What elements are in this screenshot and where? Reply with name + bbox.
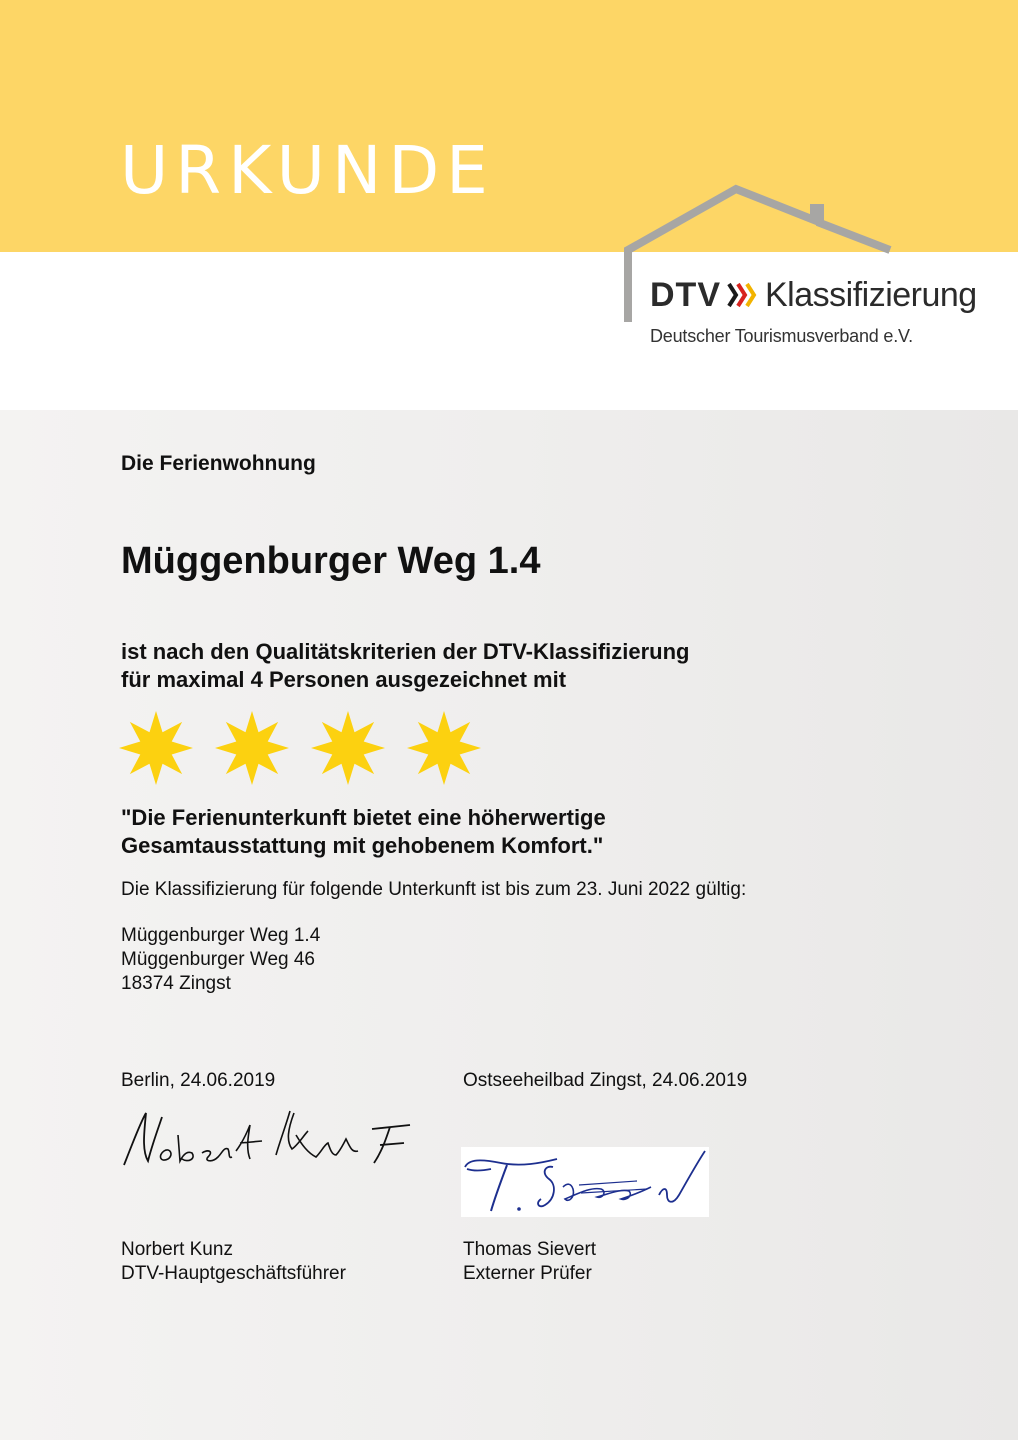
rating-star-icon	[215, 711, 289, 785]
left-signatory-role: DTV-Hauptgeschäftsführer	[121, 1263, 346, 1284]
validity-text: Die Klassifizierung für folgende Unterkunft ist bis zum 23. Juni 2022 gültig:	[121, 879, 747, 900]
rating-star-icon	[311, 711, 385, 785]
signature-thomas-sievert-box	[461, 1147, 709, 1217]
dtv-chevrons-icon	[725, 281, 761, 309]
star-rating	[118, 708, 498, 788]
quote-line-1: "Die Ferienunterkunft bietet eine höherwertige	[121, 805, 606, 830]
rating-star-icon	[407, 711, 481, 785]
dtv-logo	[650, 278, 977, 312]
rating-star-icon	[119, 711, 193, 785]
criteria-line-1: ist nach den Qualitätskriterien der DTV-Klassifizierung	[121, 639, 690, 664]
right-signatory	[463, 1238, 596, 1286]
address-line-2: Müggenburger Weg 46	[121, 949, 315, 970]
address-line-3: 18374 Zingst	[121, 973, 231, 994]
signature-norbert-kunz	[118, 1105, 418, 1175]
right-signatory-name: Thomas Sievert	[463, 1239, 597, 1260]
right-signatory-role: Externer Prüfer	[463, 1263, 592, 1284]
rating-quote	[121, 804, 606, 860]
dtv-logo-product: Klassifizierung	[765, 276, 977, 314]
dtv-logo-brand: DTV	[650, 276, 721, 314]
signature-thomas-sievert	[461, 1147, 709, 1217]
criteria-line-2: für maximal 4 Personen ausgezeichnet mit	[121, 667, 567, 692]
right-place-date: Ostseeheilbad Zingst, 24.06.2019	[463, 1070, 748, 1091]
left-signatory	[121, 1238, 346, 1286]
address-line-1: Müggenburger Weg 1.4	[121, 925, 321, 946]
left-signatory-name: Norbert Kunz	[121, 1239, 233, 1260]
left-place-date: Berlin, 24.06.2019	[121, 1070, 276, 1091]
quote-line-2: Gesamtausstattung mit gehobenem Komfort."	[121, 833, 604, 858]
criteria-text	[121, 638, 689, 694]
certificate-title: URKUNDE	[120, 132, 495, 209]
property-name: Müggenburger Weg 1.4	[121, 540, 541, 582]
dtv-logo-subtitle: Deutscher Tourismusverband e.V.	[650, 326, 913, 346]
property-address	[121, 924, 320, 996]
property-type: Die Ferienwohnung	[121, 452, 316, 475]
